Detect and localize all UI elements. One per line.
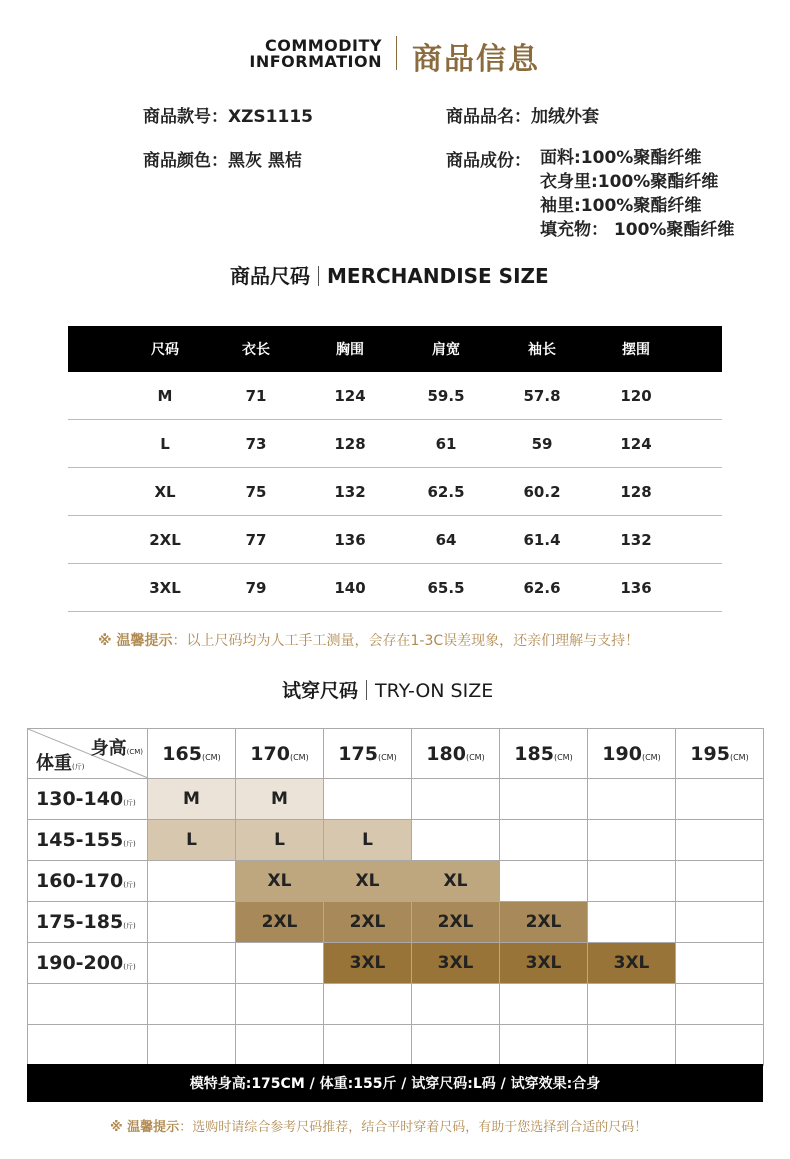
tryon-size-cell bbox=[148, 1025, 236, 1066]
info-style-no-value: XZS1115 bbox=[228, 107, 313, 127]
height-value: 180 bbox=[426, 742, 466, 765]
height-header-cell bbox=[412, 729, 500, 779]
weight-value: 160-170 bbox=[36, 870, 124, 892]
tryon-size-cell: 2XL bbox=[324, 902, 412, 943]
weight-unit: (斤) bbox=[123, 799, 136, 807]
size-cell: 64 bbox=[435, 530, 457, 549]
size-cell: XL bbox=[154, 482, 176, 501]
tryon-size-cell: L bbox=[324, 820, 412, 861]
weight-value: 190-200 bbox=[36, 952, 124, 974]
size-cell: 62.5 bbox=[427, 482, 465, 501]
tryon-size-cell bbox=[500, 861, 588, 902]
size-table-row bbox=[68, 516, 722, 564]
tryon-size-cell bbox=[324, 1025, 412, 1066]
size-cell: 65.5 bbox=[427, 578, 465, 597]
tryon-size-cell bbox=[148, 984, 236, 1025]
info-style-no bbox=[143, 102, 313, 127]
tryon-header-row bbox=[28, 729, 764, 779]
tryon-size-cell: L bbox=[236, 820, 324, 861]
height-header-cell bbox=[500, 729, 588, 779]
size-cell: 3XL bbox=[149, 578, 181, 597]
size-cell: 61.4 bbox=[523, 530, 561, 549]
height-value: 190 bbox=[602, 742, 642, 765]
info-color-label: 商品颜色： bbox=[143, 151, 228, 171]
size-tip bbox=[98, 630, 639, 650]
tryon-row bbox=[28, 943, 764, 984]
size-cell: 140 bbox=[334, 578, 366, 597]
tryon-row bbox=[28, 820, 764, 861]
size-section-title-en: MERCHANDISE SIZE bbox=[327, 264, 549, 288]
size-table-header bbox=[68, 326, 722, 372]
tryon-grid bbox=[27, 728, 763, 1063]
tryon-size-cell bbox=[588, 1025, 676, 1066]
tryon-size-cell bbox=[500, 820, 588, 861]
tryon-size-cell: XL bbox=[236, 861, 324, 902]
tryon-size-cell bbox=[236, 984, 324, 1025]
weight-unit: (斤) bbox=[123, 881, 136, 889]
size-cell: 73 bbox=[245, 434, 267, 453]
tryon-size-cell bbox=[236, 943, 324, 984]
size-cell: 75 bbox=[245, 482, 267, 501]
title-divider bbox=[318, 266, 319, 286]
tryon-section-title bbox=[282, 676, 493, 703]
size-header-cell: 袖长 bbox=[528, 342, 556, 358]
tryon-size-cell bbox=[588, 861, 676, 902]
height-unit: (CM) bbox=[729, 752, 749, 762]
size-cell: 132 bbox=[334, 482, 366, 501]
tryon-row bbox=[28, 861, 764, 902]
weight-header-cell bbox=[28, 779, 148, 820]
size-cell: 128 bbox=[334, 434, 366, 453]
height-unit: (CM) bbox=[377, 752, 397, 762]
size-header-cell: 胸围 bbox=[336, 342, 364, 358]
size-table bbox=[68, 326, 722, 612]
header-title-en-line2: INFORMATION bbox=[249, 52, 382, 71]
weight-header-cell bbox=[28, 943, 148, 984]
header-title-en-line1: COMMODITY bbox=[264, 36, 382, 55]
tryon-size-cell: XL bbox=[412, 861, 500, 902]
tryon-size-cell bbox=[676, 943, 764, 984]
size-cell: 132 bbox=[620, 530, 652, 549]
composition-line: 面料:100%聚酯纤维 bbox=[540, 148, 702, 168]
composition-line: 衣身里:100%聚酯纤维 bbox=[540, 172, 719, 192]
size-cell: 59 bbox=[531, 434, 553, 453]
tryon-size-cell: 3XL bbox=[588, 943, 676, 984]
weight-header-cell bbox=[28, 984, 148, 1025]
size-cell: L bbox=[160, 434, 170, 453]
tryon-size-cell bbox=[676, 861, 764, 902]
tryon-size-cell bbox=[588, 820, 676, 861]
weight-unit: (斤) bbox=[123, 922, 136, 930]
weight-header-cell bbox=[28, 902, 148, 943]
info-name-label: 商品品名： bbox=[446, 107, 531, 127]
tryon-row bbox=[28, 779, 764, 820]
weight-unit: (斤) bbox=[123, 963, 136, 971]
corner-weight-unit: (斤) bbox=[72, 763, 85, 771]
weight-header-cell bbox=[28, 861, 148, 902]
size-table-row bbox=[68, 372, 722, 420]
composition-line: 袖里:100%聚酯纤维 bbox=[540, 196, 702, 216]
tryon-size-cell bbox=[500, 1025, 588, 1066]
tryon-size-cell bbox=[676, 902, 764, 943]
tryon-size-cell: XL bbox=[324, 861, 412, 902]
corner-height-label bbox=[91, 734, 143, 760]
weight-header-cell bbox=[28, 1025, 148, 1066]
size-table-row bbox=[68, 468, 722, 516]
tryon-size-cell bbox=[676, 984, 764, 1025]
size-cell: 124 bbox=[334, 386, 366, 405]
height-header-cell bbox=[148, 729, 236, 779]
height-unit: (CM) bbox=[289, 752, 309, 762]
info-name bbox=[446, 102, 599, 127]
tryon-section-title-en: TRY-ON SIZE bbox=[375, 680, 494, 702]
height-header-cell bbox=[676, 729, 764, 779]
size-header-cell: 尺码 bbox=[151, 342, 179, 358]
tip-text: ：以上尺码均为人工手工测量，会存在1-3C误差现象，还亲们理解与支持！ bbox=[172, 633, 640, 649]
tryon-tip bbox=[110, 1116, 647, 1135]
tryon-size-cell: 2XL bbox=[412, 902, 500, 943]
info-composition-list bbox=[540, 146, 734, 242]
header-title-en bbox=[236, 38, 382, 70]
info-color bbox=[143, 146, 302, 171]
weight-value: 175-185 bbox=[36, 911, 124, 933]
tryon-row bbox=[28, 1025, 764, 1066]
tryon-size-cell bbox=[588, 779, 676, 820]
tryon-size-cell bbox=[324, 779, 412, 820]
tryon-size-cell bbox=[412, 1025, 500, 1066]
tryon-size-cell: 3XL bbox=[500, 943, 588, 984]
height-header-cell bbox=[588, 729, 676, 779]
tryon-size-cell: M bbox=[148, 779, 236, 820]
height-value: 170 bbox=[250, 742, 290, 765]
tryon-size-cell bbox=[412, 820, 500, 861]
tryon-size-cell bbox=[148, 861, 236, 902]
height-value: 185 bbox=[514, 742, 554, 765]
tryon-size-cell bbox=[588, 902, 676, 943]
tip-label: 温馨提示 bbox=[116, 633, 173, 649]
height-header-cell bbox=[236, 729, 324, 779]
size-header-cell: 衣长 bbox=[242, 342, 270, 358]
info-color-value: 黑灰 黑桔 bbox=[228, 151, 302, 171]
size-header-cell: 摆围 bbox=[622, 342, 650, 358]
tryon-size-cell bbox=[324, 984, 412, 1025]
corner-height-unit: (CM) bbox=[126, 748, 143, 756]
size-cell: 79 bbox=[245, 578, 267, 597]
height-unit: (CM) bbox=[641, 752, 661, 762]
tryon-size-cell: 3XL bbox=[324, 943, 412, 984]
weight-unit: (斤) bbox=[123, 840, 136, 848]
header-title-cn: 商品信息 bbox=[412, 42, 540, 77]
size-cell: M bbox=[157, 386, 173, 405]
tryon-size-cell bbox=[500, 984, 588, 1025]
tryon-size-cell bbox=[236, 1025, 324, 1066]
height-value: 195 bbox=[690, 742, 730, 765]
size-cell: 2XL bbox=[149, 530, 181, 549]
size-section-title bbox=[230, 260, 549, 289]
tryon-size-cell: 2XL bbox=[500, 902, 588, 943]
corner-weight-text: 体重 bbox=[36, 753, 72, 774]
weight-value: 145-155 bbox=[36, 829, 124, 851]
weight-header-cell bbox=[28, 820, 148, 861]
height-unit: (CM) bbox=[201, 752, 221, 762]
height-value: 175 bbox=[338, 742, 378, 765]
size-cell: 120 bbox=[620, 386, 652, 405]
tryon-size-cell bbox=[676, 820, 764, 861]
tryon-corner-cell bbox=[28, 729, 148, 779]
size-header-cell: 肩宽 bbox=[432, 342, 460, 358]
size-cell: 61 bbox=[435, 434, 457, 453]
tryon-size-cell bbox=[148, 902, 236, 943]
weight-value: 130-140 bbox=[36, 788, 124, 810]
tryon-section-title-cn: 试穿尺码 bbox=[282, 680, 359, 702]
info-composition-label: 商品成份： bbox=[446, 151, 531, 171]
corner-weight-label bbox=[36, 749, 84, 775]
tryon-size-cell: M bbox=[236, 779, 324, 820]
size-table-row bbox=[68, 420, 722, 468]
tip-mark: ※ bbox=[110, 1120, 123, 1135]
title-divider bbox=[366, 680, 367, 700]
tryon-row bbox=[28, 902, 764, 943]
tryon-size-cell: 2XL bbox=[236, 902, 324, 943]
size-cell: 60.2 bbox=[523, 482, 561, 501]
corner-height-text: 身高 bbox=[90, 738, 127, 759]
size-cell: 57.8 bbox=[523, 386, 561, 405]
height-value: 165 bbox=[162, 742, 202, 765]
tip-mark: ※ bbox=[98, 633, 112, 649]
tryon-size-cell bbox=[148, 943, 236, 984]
size-table-row bbox=[68, 564, 722, 612]
info-style-no-label: 商品款号： bbox=[143, 107, 228, 127]
tryon-size-cell: L bbox=[148, 820, 236, 861]
size-cell: 136 bbox=[620, 578, 652, 597]
tryon-size-cell bbox=[412, 779, 500, 820]
size-section-title-cn: 商品尺码 bbox=[230, 264, 310, 288]
size-cell: 136 bbox=[334, 530, 366, 549]
height-unit: (CM) bbox=[465, 752, 485, 762]
size-cell: 77 bbox=[245, 530, 267, 549]
size-cell: 71 bbox=[245, 386, 267, 405]
tryon-body bbox=[28, 779, 764, 1066]
tryon-row bbox=[28, 984, 764, 1025]
tip-label: 温馨提示 bbox=[127, 1120, 180, 1135]
info-name-value: 加绒外套 bbox=[531, 107, 599, 127]
composition-line: 填充物： 100%聚酯纤维 bbox=[540, 220, 735, 240]
size-cell: 128 bbox=[620, 482, 652, 501]
tryon-size-cell bbox=[676, 779, 764, 820]
size-cell: 62.6 bbox=[523, 578, 561, 597]
tryon-size-cell bbox=[588, 984, 676, 1025]
height-unit: (CM) bbox=[553, 752, 573, 762]
tip-text: ：选购时请综合参考尺码推荐，结合平时穿着尺码，有助于您选择到合适的尺码！ bbox=[179, 1120, 648, 1135]
tryon-size-cell bbox=[412, 984, 500, 1025]
header-divider bbox=[396, 36, 397, 70]
model-info-bar: 模特身高:175CM / 体重:155斤 / 试穿尺码:L码 / 试穿效果:合身 bbox=[27, 1064, 763, 1102]
tryon-size-cell bbox=[500, 779, 588, 820]
size-cell: 59.5 bbox=[427, 386, 465, 405]
tryon-size-cell bbox=[676, 1025, 764, 1066]
tryon-size-cell: 3XL bbox=[412, 943, 500, 984]
height-header-cell bbox=[324, 729, 412, 779]
size-cell: 124 bbox=[620, 434, 652, 453]
